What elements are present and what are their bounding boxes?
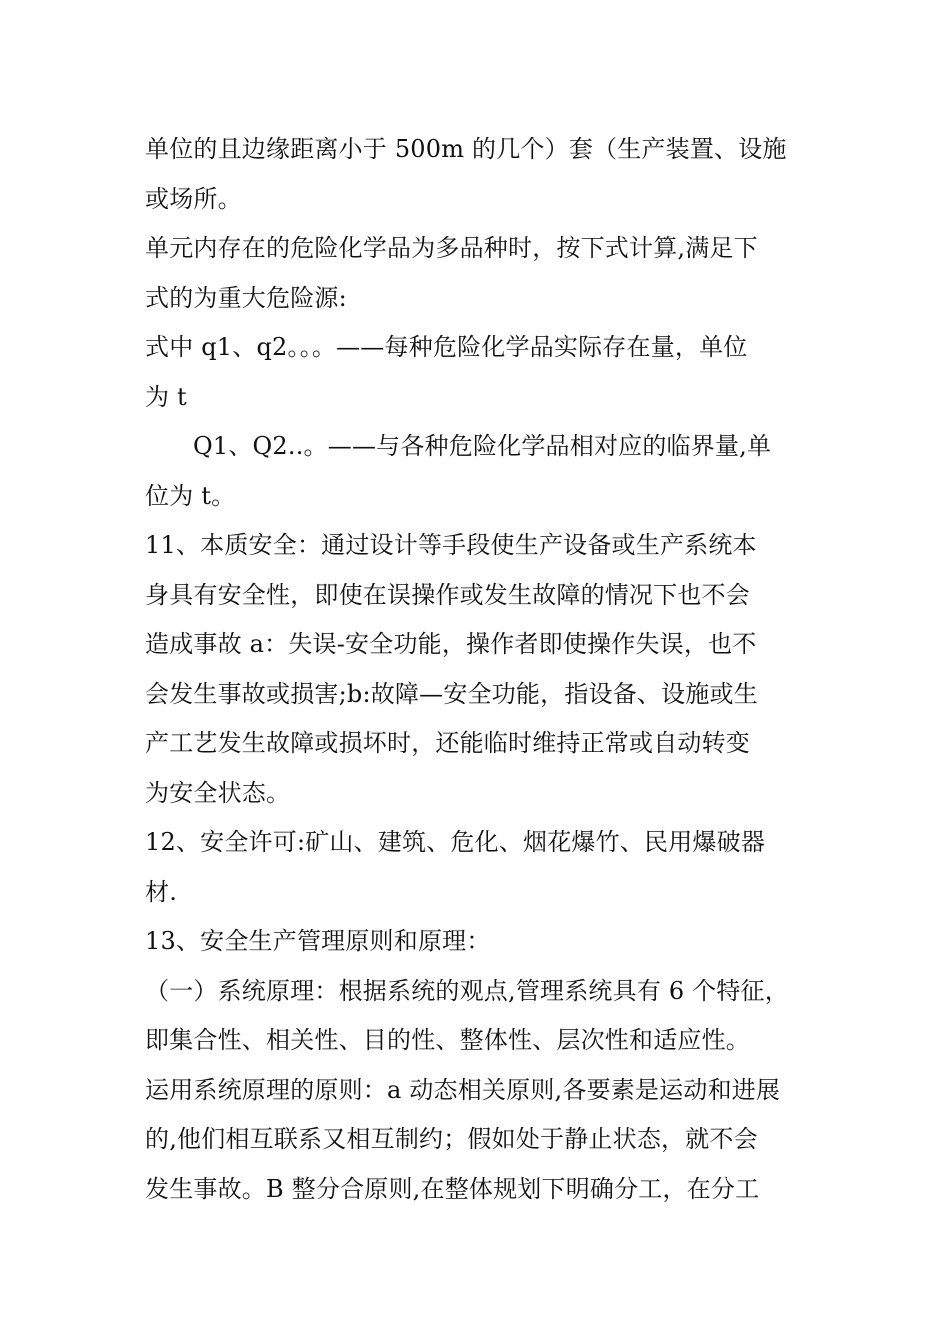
text-line: 式中 q1、q2。。。——每种危险化学品实际存在量，单位	[145, 333, 748, 361]
text-line: 13、安全生产管理原则和原理：	[145, 927, 491, 955]
text-line: 单元内存在的危险化学品为多品种时，按下式计算,满足下	[145, 234, 758, 262]
text-line: 为 t	[145, 382, 187, 411]
document-body	[145, 125, 825, 1214]
text-line: 式的为重大危险源:	[145, 283, 347, 312]
text-line: 的,他们相互联系又相互制约；假如处于静止状态，就不会	[145, 1125, 758, 1153]
text-line: 发生事故。B 整分合原则,在整体规划下明确分工，在分工	[145, 1174, 760, 1203]
text-line: 运用系统原理的原则：a 动态相关原则,各要素是运动和进展	[145, 1075, 781, 1104]
text-line: 产工艺发生故障或损坏时，还能临时维持正常或自动转变	[145, 729, 750, 757]
text-line: 即集合性、相关性、目的性、整体性、层次性和适应性。	[145, 1026, 750, 1054]
text-line: 造成事故 a：失误-安全功能，操作者即使操作失误，也不	[145, 630, 757, 658]
text-line: 会发生事故或损害;b:故障—安全功能，指设备、设施或生	[145, 679, 758, 708]
text-line: 材.	[145, 877, 178, 906]
text-line-indented: Q1、Q2..。——与各种危险化学品相对应的临界量,单	[193, 432, 772, 460]
text-line: 12、安全许可:矿山、建筑、危化、烟花爆竹、民用爆破器	[145, 828, 766, 856]
text-line: （一）系统原理：根据系统的观点,管理系统具有 6 个特征，	[145, 976, 789, 1005]
text-line: 单位的且边缘距离小于 500m 的几个）套（生产装置、设施	[145, 135, 787, 163]
text-line: 11、本质安全：通过设计等手段使生产设备或生产系统本	[145, 531, 757, 559]
text-line: 为安全状态。	[145, 778, 291, 807]
text-line: 身具有安全性，即使在误操作或发生故障的情况下也不会	[145, 580, 750, 609]
text-line: 或场所。	[145, 184, 242, 213]
text-line: 位为 t。	[145, 481, 236, 510]
